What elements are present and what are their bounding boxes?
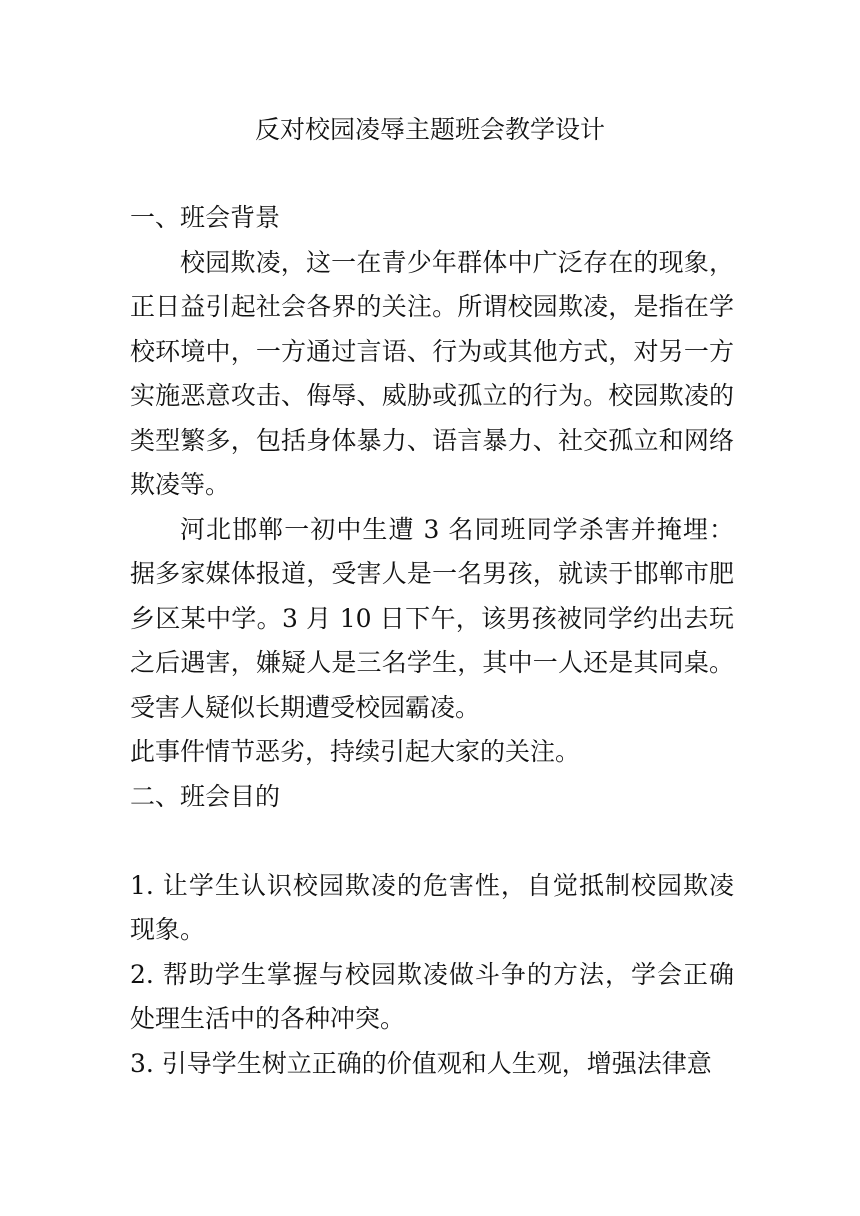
document-title: 反对校园凌辱主题班会教学设计 <box>254 115 605 144</box>
goal-item-3: 3. 引导学生树立正确的价值观和人生观，增强法律意 <box>130 1048 712 1078</box>
paragraph-handan-case: 河北邯郸一初中生遭 3 名同班同学杀害并掩埋：据多家媒体报道，受害人是一名男孩，就读于邯郸市肥乡区某中学。3 月 10 日下午，该男孩被同学约出去玩之后遇害，嫌疑人是三名学生，其中一人还是其同桌。受害人疑似长期遭受校园霸凌。 <box>130 514 734 722</box>
goal-item-2: 2. 帮助学生掌握与校园欺凌做斗争的方法，学会正确处理生活中的各种冲突。 <box>130 959 734 1033</box>
section-heading-background: 一、班会背景 <box>130 203 281 232</box>
paragraph-bullying-definition: 校园欺凌，这一在青少年群体中广泛存在的现象，正日益引起社会各界的关注。所谓校园欺凌，是指在学校环境中，一方通过言语、行为或其他方式，对另一方实施恶意攻击、侮辱、威胁或孤立的行为。校园欺凌的类型繁多，包括身体暴力、语言暴力、社交孤立和网络欺凌等。 <box>130 247 734 499</box>
goal-item-1: 1. 让学生认识校园欺凌的危害性，自觉抵制校园欺凌现象。 <box>130 870 734 944</box>
section-heading-purpose: 二、班会目的 <box>130 781 281 811</box>
blank-line <box>130 819 734 864</box>
document-body <box>130 196 734 1086</box>
paragraph-event-attention: 此事件情节恶劣，持续引起大家的关注。 <box>130 737 581 766</box>
